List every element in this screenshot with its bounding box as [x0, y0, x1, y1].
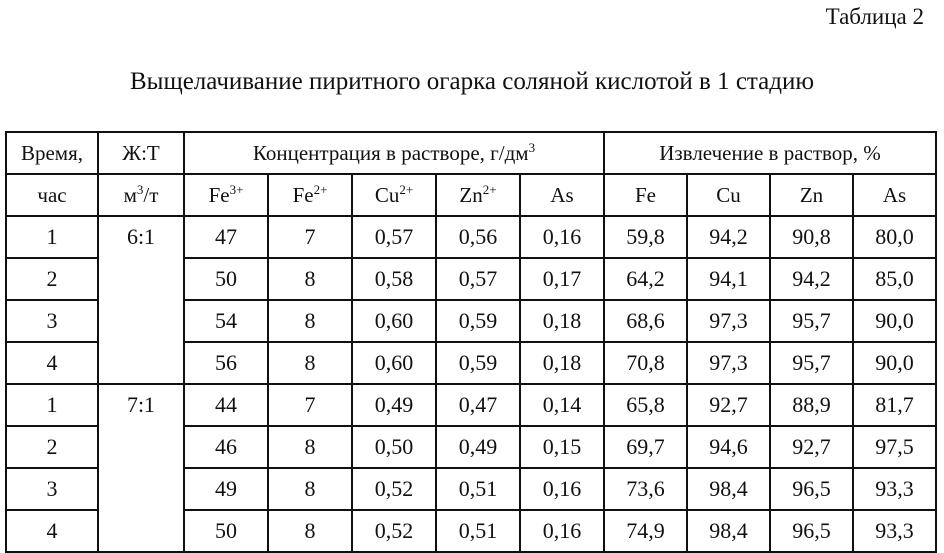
- cell-extr: 97,5: [853, 426, 936, 468]
- header-extraction: Извлечение в раствор, %: [604, 132, 936, 174]
- cell-extr: 94,6: [687, 426, 770, 468]
- cell-conc: 0,18: [520, 300, 604, 342]
- cell-extr: 70,8: [604, 342, 687, 384]
- cell-extr: 73,6: [604, 468, 687, 510]
- cell-conc: 0,16: [520, 510, 604, 552]
- cell-conc: 0,16: [520, 468, 604, 510]
- header-conc-col: [268, 174, 352, 216]
- header-ratio-unit-base: м: [123, 182, 137, 207]
- cell-conc: 0,18: [520, 342, 604, 384]
- cell-conc: 0,17: [520, 258, 604, 300]
- cell-extr: 94,2: [770, 258, 853, 300]
- cell-extr: 93,3: [853, 468, 936, 510]
- cell-conc: 0,16: [520, 216, 604, 258]
- header-conc-col: [436, 174, 520, 216]
- cell-extr: 81,7: [853, 384, 936, 426]
- cell-conc: 54: [184, 300, 268, 342]
- header-conc-base: Fe: [208, 182, 230, 207]
- header-extr-col: Cu: [687, 174, 770, 216]
- cell-extr: 80,0: [853, 216, 936, 258]
- cell-extr: 94,2: [687, 216, 770, 258]
- cell-time: 3: [6, 468, 98, 510]
- header-extr-col: Fe: [604, 174, 687, 216]
- header-conc-sup: 3+: [229, 181, 244, 197]
- cell-conc: 0,60: [352, 300, 436, 342]
- cell-conc: 46: [184, 426, 268, 468]
- cell-extr: 64,2: [604, 258, 687, 300]
- cell-extr: 90,0: [853, 342, 936, 384]
- cell-extr: 92,7: [687, 384, 770, 426]
- cell-conc: 8: [268, 258, 352, 300]
- cell-conc: 0,59: [436, 300, 520, 342]
- cell-conc: 8: [268, 300, 352, 342]
- cell-conc: 50: [184, 510, 268, 552]
- header-concentration-sup: 3: [528, 139, 536, 155]
- cell-extr: 68,6: [604, 300, 687, 342]
- cell-extr: 97,3: [687, 300, 770, 342]
- header-conc-base: As: [550, 182, 574, 207]
- cell-extr: 96,5: [770, 510, 853, 552]
- cell-conc: 7: [268, 216, 352, 258]
- header-conc-base: Cu: [374, 182, 400, 207]
- cell-conc: 0,59: [436, 342, 520, 384]
- header-conc-sup: 2+: [399, 181, 414, 197]
- table-title: Выщелачивание пиритного огарка соляной кислотой в 1 стадию: [129, 68, 815, 95]
- cell-extr: 92,7: [770, 426, 853, 468]
- cell-extr: 95,7: [770, 342, 853, 384]
- header-conc-base: Fe: [292, 182, 314, 207]
- leaching-table: [5, 131, 937, 553]
- table-caption: Таблица 2: [825, 4, 924, 29]
- cell-conc: 0,60: [352, 342, 436, 384]
- cell-conc: 0,57: [436, 258, 520, 300]
- cell-conc: 0,14: [520, 384, 604, 426]
- cell-time: 1: [6, 216, 98, 258]
- header-conc-sup: 2+: [482, 181, 497, 197]
- header-ratio-2: [98, 174, 184, 216]
- header-time-2: час: [6, 174, 98, 216]
- cell-conc: 7: [268, 384, 352, 426]
- header-conc-sup: 2+: [313, 181, 328, 197]
- cell-conc: 0,57: [352, 216, 436, 258]
- header-conc-base: Zn: [459, 182, 483, 207]
- cell-conc: 0,52: [352, 468, 436, 510]
- header-conc-col: [352, 174, 436, 216]
- cell-extr: 88,9: [770, 384, 853, 426]
- cell-extr: 90,0: [853, 300, 936, 342]
- cell-extr: 93,3: [853, 510, 936, 552]
- header-concentration-text: Концентрация в растворе, г/дм: [252, 140, 529, 165]
- header-ratio-unit-sup: 3: [136, 181, 144, 197]
- cell-conc: 0,49: [436, 426, 520, 468]
- cell-conc: 44: [184, 384, 268, 426]
- cell-extr: 59,8: [604, 216, 687, 258]
- cell-extr: 69,7: [604, 426, 687, 468]
- header-conc-col: [184, 174, 268, 216]
- cell-conc: 0,15: [520, 426, 604, 468]
- cell-conc: 8: [268, 468, 352, 510]
- cell-conc: 0,52: [352, 510, 436, 552]
- cell-extr: 95,7: [770, 300, 853, 342]
- cell-time: 3: [6, 300, 98, 342]
- cell-ratio: 7:1: [98, 384, 184, 552]
- header-extr-col: Zn: [770, 174, 853, 216]
- cell-conc: 47: [184, 216, 268, 258]
- cell-conc: 8: [268, 426, 352, 468]
- table-row: [6, 384, 936, 426]
- cell-extr: 90,8: [770, 216, 853, 258]
- cell-conc: 0,51: [436, 468, 520, 510]
- cell-extr: 85,0: [853, 258, 936, 300]
- table-body: [6, 216, 936, 552]
- cell-time: 4: [6, 342, 98, 384]
- cell-extr: 98,4: [687, 468, 770, 510]
- cell-conc: 8: [268, 510, 352, 552]
- cell-conc: 0,56: [436, 216, 520, 258]
- cell-extr: 96,5: [770, 468, 853, 510]
- header-concentration: [184, 132, 604, 174]
- cell-conc: 50: [184, 258, 268, 300]
- cell-extr: 97,3: [687, 342, 770, 384]
- header-conc-col: [520, 174, 604, 216]
- cell-conc: 0,58: [352, 258, 436, 300]
- cell-conc: 0,47: [436, 384, 520, 426]
- cell-conc: 49: [184, 468, 268, 510]
- cell-ratio: 6:1: [98, 216, 184, 384]
- cell-time: 2: [6, 426, 98, 468]
- table-row: [6, 216, 936, 258]
- cell-conc: 0,50: [352, 426, 436, 468]
- header-ratio-unit-tail: /т: [143, 182, 159, 207]
- cell-conc: 0,51: [436, 510, 520, 552]
- cell-time: 1: [6, 384, 98, 426]
- header-ratio-1: Ж:Т: [98, 132, 184, 174]
- cell-extr: 94,1: [687, 258, 770, 300]
- cell-extr: 98,4: [687, 510, 770, 552]
- cell-time: 2: [6, 258, 98, 300]
- cell-conc: 0,49: [352, 384, 436, 426]
- header-time-1: Время,: [6, 132, 98, 174]
- cell-conc: 8: [268, 342, 352, 384]
- header-extr-col: As: [853, 174, 936, 216]
- cell-conc: 56: [184, 342, 268, 384]
- cell-extr: 65,8: [604, 384, 687, 426]
- cell-time: 4: [6, 510, 98, 552]
- cell-extr: 74,9: [604, 510, 687, 552]
